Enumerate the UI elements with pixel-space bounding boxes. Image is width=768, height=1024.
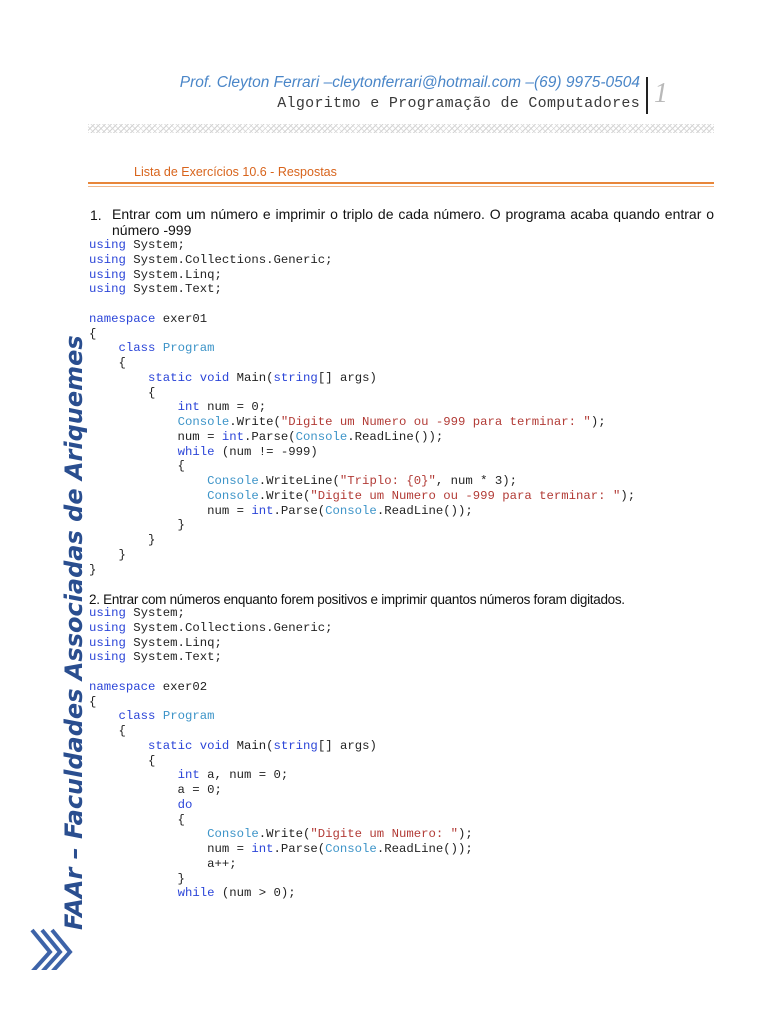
code-token: num = <box>89 429 222 444</box>
code-line <box>89 709 473 724</box>
code-token: Console <box>207 827 259 842</box>
code-line <box>89 518 635 533</box>
code-token: } <box>89 547 126 562</box>
header-divider <box>646 77 648 114</box>
code-line <box>89 459 635 474</box>
code-line <box>89 297 635 312</box>
page-number: 1 <box>654 78 668 109</box>
code-token: class <box>118 341 156 356</box>
code-token: a = 0; <box>89 783 222 797</box>
code-line <box>89 430 635 445</box>
code-token <box>89 739 148 753</box>
code-line <box>89 606 473 621</box>
code-token: { <box>89 459 185 474</box>
code-token: a, num = 0; <box>199 768 289 783</box>
code-token: int <box>177 768 200 783</box>
code-token <box>192 371 199 385</box>
code-token: } <box>89 871 185 886</box>
section-rule-thin <box>88 186 714 187</box>
code-token: int <box>251 842 274 856</box>
code-token: { <box>89 694 97 709</box>
section-rule <box>88 182 714 184</box>
code-token: .ReadLine()); <box>347 429 444 444</box>
code-line <box>89 813 473 828</box>
code-token: ); <box>457 827 473 842</box>
code-token <box>89 415 178 429</box>
code-token: while <box>177 444 215 459</box>
exercise-1-statement: Entrar com um número e imprimir o triplo de cada número. O programa acaba quando entrar o número -999 <box>112 206 714 238</box>
code-token: .Parse( <box>243 429 296 444</box>
code-token: namespace <box>89 311 156 326</box>
exercise-1-number: 1. <box>90 207 102 223</box>
code-line <box>89 282 635 297</box>
exercise-1-code-block <box>89 238 635 577</box>
header-author: Prof. Cleyton Ferrari –cleytonferrari@hotmail.com –(69) 9975-0504 <box>179 74 640 91</box>
code-token: int <box>221 429 244 444</box>
code-token: num = 0; <box>199 400 267 415</box>
code-token: num = <box>89 503 252 518</box>
code-token <box>155 341 162 355</box>
code-token: System; <box>125 238 185 252</box>
code-token: Console <box>207 474 259 488</box>
code-line <box>89 650 473 665</box>
code-token: using <box>89 635 126 650</box>
code-token: num = <box>89 842 252 856</box>
code-token: namespace <box>89 679 156 694</box>
code-line <box>89 695 473 710</box>
code-token <box>89 445 178 459</box>
code-line <box>89 341 635 356</box>
code-token: do <box>177 797 193 812</box>
code-line <box>89 489 635 504</box>
code-token: (num > 0); <box>214 886 296 901</box>
code-token: void <box>199 738 230 753</box>
code-token: while <box>177 886 215 901</box>
code-token: "Digite um Numero ou -999 para terminar: " <box>310 488 621 503</box>
code-token: Console <box>177 415 230 429</box>
code-line <box>89 548 635 563</box>
code-token: } <box>89 562 97 577</box>
code-line <box>89 680 473 695</box>
code-token: using <box>89 282 126 297</box>
code-token: static <box>148 738 193 753</box>
code-token: "Digite um Numero: " <box>310 827 458 842</box>
code-line <box>89 238 635 253</box>
code-line <box>89 724 473 739</box>
code-line <box>89 739 473 754</box>
code-token: Console <box>207 488 259 503</box>
code-line <box>89 665 473 680</box>
code-line <box>89 253 635 268</box>
code-token: System.Collections.Generic; <box>125 252 333 267</box>
code-token: System; <box>125 606 185 620</box>
code-token: .ReadLine()); <box>376 842 473 856</box>
code-line <box>89 312 635 327</box>
code-token: { <box>89 326 97 341</box>
code-token: Program <box>162 709 215 724</box>
code-token: "Triplo: {0}" <box>339 474 436 488</box>
code-token: ); <box>620 488 636 503</box>
code-token <box>89 709 119 723</box>
code-token: a++; <box>89 856 237 871</box>
code-line <box>89 474 635 489</box>
code-line <box>89 886 473 901</box>
code-token: using <box>89 606 126 620</box>
code-token <box>155 709 162 723</box>
section-title: Lista de Exercícios 10.6 - Respostas <box>134 165 337 179</box>
code-token: Main( <box>229 738 274 753</box>
code-token: using <box>89 252 126 267</box>
code-token: "Digite um Numero ou -999 para terminar: " <box>280 415 591 429</box>
code-token <box>89 400 178 414</box>
code-token: Console <box>325 842 377 856</box>
code-token: [] args) <box>317 370 377 385</box>
code-line <box>89 327 635 342</box>
code-line <box>89 872 473 887</box>
code-line <box>89 445 635 460</box>
code-token: using <box>89 238 126 252</box>
code-token: string <box>273 370 318 385</box>
code-line <box>89 563 635 578</box>
code-token: { <box>89 812 185 827</box>
code-token: } <box>89 533 156 547</box>
header-hatch-band <box>88 124 714 133</box>
code-token <box>89 371 148 385</box>
code-token: .Parse( <box>273 842 326 856</box>
code-line <box>89 371 635 386</box>
code-token: } <box>89 518 185 533</box>
code-token <box>192 739 199 753</box>
code-line <box>89 827 473 842</box>
code-token: exer01 <box>155 311 208 326</box>
code-token: .Parse( <box>273 503 326 518</box>
code-token: using <box>89 267 126 282</box>
exercise-2-code-block <box>89 606 473 901</box>
code-token: exer02 <box>155 679 208 694</box>
code-token <box>89 798 178 812</box>
code-token: System.Text; <box>125 650 222 665</box>
code-line <box>89 415 635 430</box>
code-line <box>89 857 473 872</box>
code-token: System.Linq; <box>125 635 222 650</box>
code-token <box>89 886 178 900</box>
code-line <box>89 636 473 651</box>
code-token: Console <box>325 503 377 518</box>
code-line <box>89 504 635 519</box>
code-token: string <box>273 738 318 753</box>
chevron-logo-icon <box>32 930 70 970</box>
code-line <box>89 783 473 798</box>
code-token: ); <box>590 415 606 429</box>
code-line <box>89 768 473 783</box>
code-token: { <box>89 724 126 738</box>
code-token: (num != -999) <box>214 444 318 459</box>
code-line <box>89 533 635 548</box>
code-token: .Write( <box>229 415 281 429</box>
code-line <box>89 400 635 415</box>
code-line <box>89 754 473 769</box>
code-token: { <box>89 753 156 768</box>
code-token <box>89 827 207 841</box>
code-token: { <box>89 356 126 370</box>
code-token: , num * 3); <box>435 474 518 488</box>
code-token: { <box>89 385 156 400</box>
header-course-title: Algoritmo e Programação de Computadores <box>277 95 640 112</box>
code-token: .WriteLine( <box>258 474 340 488</box>
code-token: void <box>199 370 230 385</box>
code-token <box>89 474 207 488</box>
code-line <box>89 798 473 813</box>
code-token: using <box>89 650 126 665</box>
code-token: static <box>148 370 193 385</box>
code-token <box>89 768 178 782</box>
code-token: System.Collections.Generic; <box>125 620 333 635</box>
code-token: int <box>251 503 274 518</box>
faar-logo-text: FAAr – Faculdades Associadas de Ariquemes <box>60 335 88 930</box>
code-line <box>89 842 473 857</box>
exercise-2-statement: 2. Entrar com números enquanto forem positivos e imprimir quantos números foram digitados. <box>89 592 625 607</box>
code-line <box>89 356 635 371</box>
code-token: .ReadLine()); <box>376 503 473 518</box>
code-token <box>89 489 207 503</box>
code-token: int <box>177 400 200 415</box>
code-token: .Write( <box>258 827 311 842</box>
code-token <box>89 341 119 355</box>
code-token: class <box>118 709 156 724</box>
code-token: System.Text; <box>125 282 222 297</box>
code-line <box>89 386 635 401</box>
code-token: System.Linq; <box>125 267 222 282</box>
code-line <box>89 268 635 283</box>
code-token: Main( <box>229 370 274 385</box>
code-token: .Write( <box>258 488 311 503</box>
code-token: Program <box>162 341 215 356</box>
code-token: [] args) <box>317 738 377 753</box>
code-token: using <box>89 620 126 635</box>
code-token: Console <box>295 429 348 444</box>
code-line <box>89 621 473 636</box>
